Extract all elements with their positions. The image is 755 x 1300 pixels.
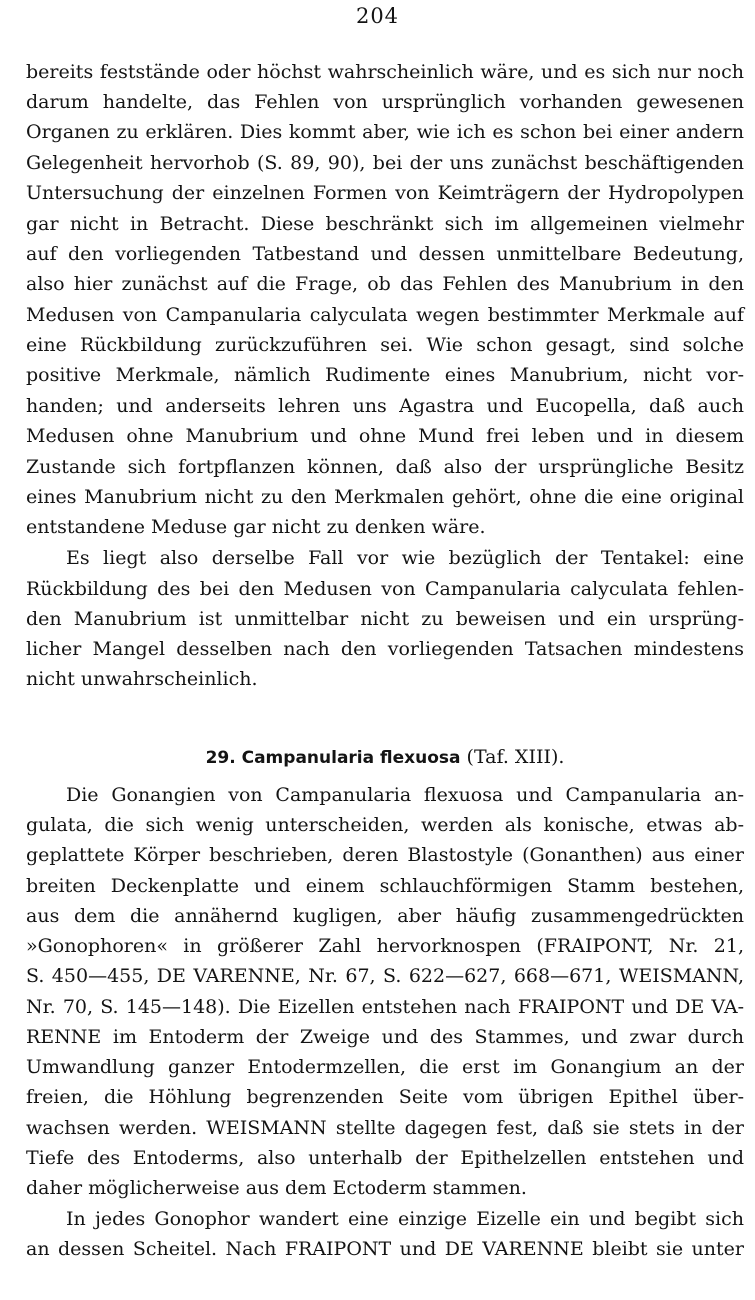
text-line: Organen zu erklären. Dies kommt aber, wie ich es schon bei einer andern xyxy=(26,121,744,143)
text-line: freien, die Höhlung begrenzenden Seite vom übrigen Epithel über- xyxy=(26,1086,744,1108)
plate-reference: (Taf. XIII). xyxy=(466,746,565,768)
text-line: Untersuchung der einzelnen Formen von Keimträgern der Hydropolypen xyxy=(26,182,744,204)
text-line: den Manubrium ist unmittelbar nicht zu beweisen und ein ursprüng- xyxy=(26,608,744,630)
text-line: auf den vorliegenden Tatbestand und dessen unmittelbare Bedeutung, xyxy=(26,243,744,265)
text-line: In jedes Gonophor wandert eine einzige Eizelle ein und begibt sich xyxy=(66,1208,744,1230)
text-line: geplattete Körper beschrieben, deren Blastostyle (Gonanthen) aus einer xyxy=(26,844,744,866)
text-line: Die Gonangien von Campanularia flexuosa und Campanularia an- xyxy=(66,784,744,806)
text-line: licher Mangel desselben nach den vorliegenden Tatsachen mindestens xyxy=(26,638,744,660)
text-line: eines Manubrium nicht zu den Merkmalen gehört, ohne die eine original xyxy=(26,486,744,508)
text-line: RENNE im Entoderm der Zweige und des Stammes, und zwar durch xyxy=(26,1026,744,1048)
text-line: Zustande sich fortpflanzen können, daß also der ursprüngliche Besitz xyxy=(26,456,744,478)
text-line: gar nicht in Betracht. Diese beschränkt sich im allgemeinen vielmehr xyxy=(26,213,744,235)
text-line: gulata, die sich wenig unterscheiden, werden als konische, etwas ab- xyxy=(26,814,744,836)
text-line: entstandene Meduse gar nicht zu denken wäre. xyxy=(26,516,486,538)
text-line: darum handelte, das Fehlen von ursprünglich vorhanden gewesenen xyxy=(26,91,744,113)
page-number: 204 xyxy=(355,4,400,28)
text-line: Umwandlung ganzer Entodermzellen, die erst im Gonangium an der xyxy=(26,1056,744,1078)
text-line: positive Merkmale, nämlich Rudimente eines Manubrium, nicht vor- xyxy=(26,364,744,386)
text-line: daher möglicherweise aus dem Ectoderm stammen. xyxy=(26,1177,527,1199)
text-line: an dessen Scheitel. Nach FRAIPONT und DE VARENNE bleibt sie unter xyxy=(26,1238,744,1260)
text-line: breiten Deckenplatte und einem schlauchförmigen Stamm bestehen, xyxy=(26,875,744,897)
text-line: »Gonophoren« in größerer Zahl hervorknospen (FRAIPONT, Nr. 21, xyxy=(26,935,744,957)
text-line: Rückbildung des bei den Medusen von Campanularia calyculata fehlen- xyxy=(26,578,744,600)
text-line: nicht unwahrscheinlich. xyxy=(26,668,258,690)
text-line: Medusen ohne Manubrium und ohne Mund frei leben und in diesem xyxy=(26,425,744,447)
text-line: Nr. 70, S. 145—148). Die Eizellen entstehen nach FRAIPONT und DE VA- xyxy=(26,996,744,1018)
text-line: Gelegenheit hervorhob (S. 89, 90), bei der uns zunächst beschäftigenden xyxy=(26,152,744,174)
text-line: Tiefe des Entoderms, also unterhalb der Epithelzellen entstehen und xyxy=(26,1147,744,1169)
text-line: Medusen von Campanularia calyculata wegen bestimmter Merkmale auf xyxy=(26,304,744,326)
text-line: bereits feststände oder höchst wahrscheinlich wäre, und es sich nur noch xyxy=(26,61,744,83)
text-line: eine Rückbildung zurückzuführen sei. Wie schon gesagt, sind solche xyxy=(26,334,744,356)
text-line: Es liegt also derselbe Fall vor wie bezüglich der Tentakel: eine xyxy=(66,547,744,569)
text-line: S. 450—455, DE VARENNE, Nr. 67, S. 622—627, 668—671, WEISMANN, xyxy=(26,965,744,987)
text-line: wachsen werden. WEISMANN stellte dagegen fest, daß sie stets in der xyxy=(26,1117,744,1139)
section-heading xyxy=(26,745,744,770)
section-title: 29. Campanularia flexuosa xyxy=(205,748,461,768)
text-line: aus dem die annähernd kugligen, aber häufig zusammengedrückten xyxy=(26,905,744,927)
text-line: also hier zunächst auf die Frage, ob das Fehlen des Manubrium in den xyxy=(26,273,744,295)
text-line: handen; und anderseits lehren uns Agastra und Eucopella, daß auch xyxy=(26,395,744,417)
